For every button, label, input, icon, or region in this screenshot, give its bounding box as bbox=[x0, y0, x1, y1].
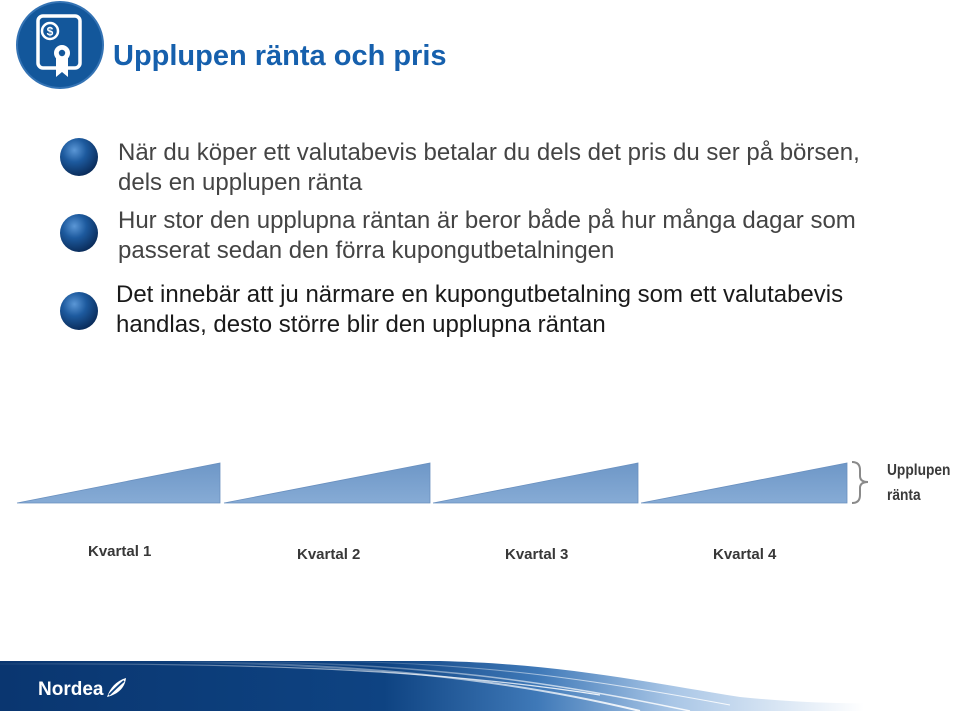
footer-wave-band bbox=[0, 655, 960, 711]
curly-brace-icon bbox=[852, 462, 868, 503]
brace-label-line-1: Upplupen bbox=[887, 462, 951, 479]
bullet-text-1 bbox=[118, 138, 860, 198]
sphere-bullet-icon bbox=[59, 213, 99, 253]
accrual-triangle-q3 bbox=[433, 463, 638, 503]
accrued-interest-diagram bbox=[0, 450, 880, 510]
bullet-line: dels en upplupen ränta bbox=[118, 169, 363, 196]
sphere-bullet-icon bbox=[59, 291, 99, 331]
quarter-label-4: Kvartal 4 bbox=[713, 546, 777, 563]
accrual-triangle-q1 bbox=[17, 463, 220, 503]
bullet-text-3 bbox=[116, 280, 843, 340]
sphere-bullet-icon bbox=[59, 137, 99, 177]
bullet-line: handlas, desto större blir den upplupna räntan bbox=[116, 311, 606, 338]
accrual-triangle-q2 bbox=[224, 463, 430, 503]
quarter-label-3: Kvartal 3 bbox=[505, 546, 569, 563]
brace-label-line-2: ränta bbox=[887, 487, 921, 504]
accrual-triangle-q4 bbox=[641, 463, 847, 503]
dollar-glyph: $ bbox=[46, 24, 54, 39]
page-title: Upplupen ränta och pris bbox=[113, 40, 447, 72]
bullet-text-2 bbox=[118, 206, 856, 266]
certificate-icon bbox=[15, 0, 105, 90]
quarter-label-1: Kvartal 1 bbox=[88, 543, 152, 560]
bullet-line: Det innebär att ju närmare en kupongutbetalning som ett valutabevis bbox=[116, 281, 844, 308]
nordea-sail-icon bbox=[106, 677, 127, 698]
nordea-logo-text: Nordea bbox=[38, 679, 104, 700]
quarter-label-2: Kvartal 2 bbox=[297, 546, 361, 563]
bullet-line: passerat sedan den förra kupongutbetalningen bbox=[118, 237, 615, 264]
bullet-line: När du köper ett valutabevis betalar du dels det pris du ser på börsen, bbox=[118, 139, 860, 166]
bullet-line: Hur stor den upplupna räntan är beror både på hur många dagar som bbox=[118, 207, 856, 234]
